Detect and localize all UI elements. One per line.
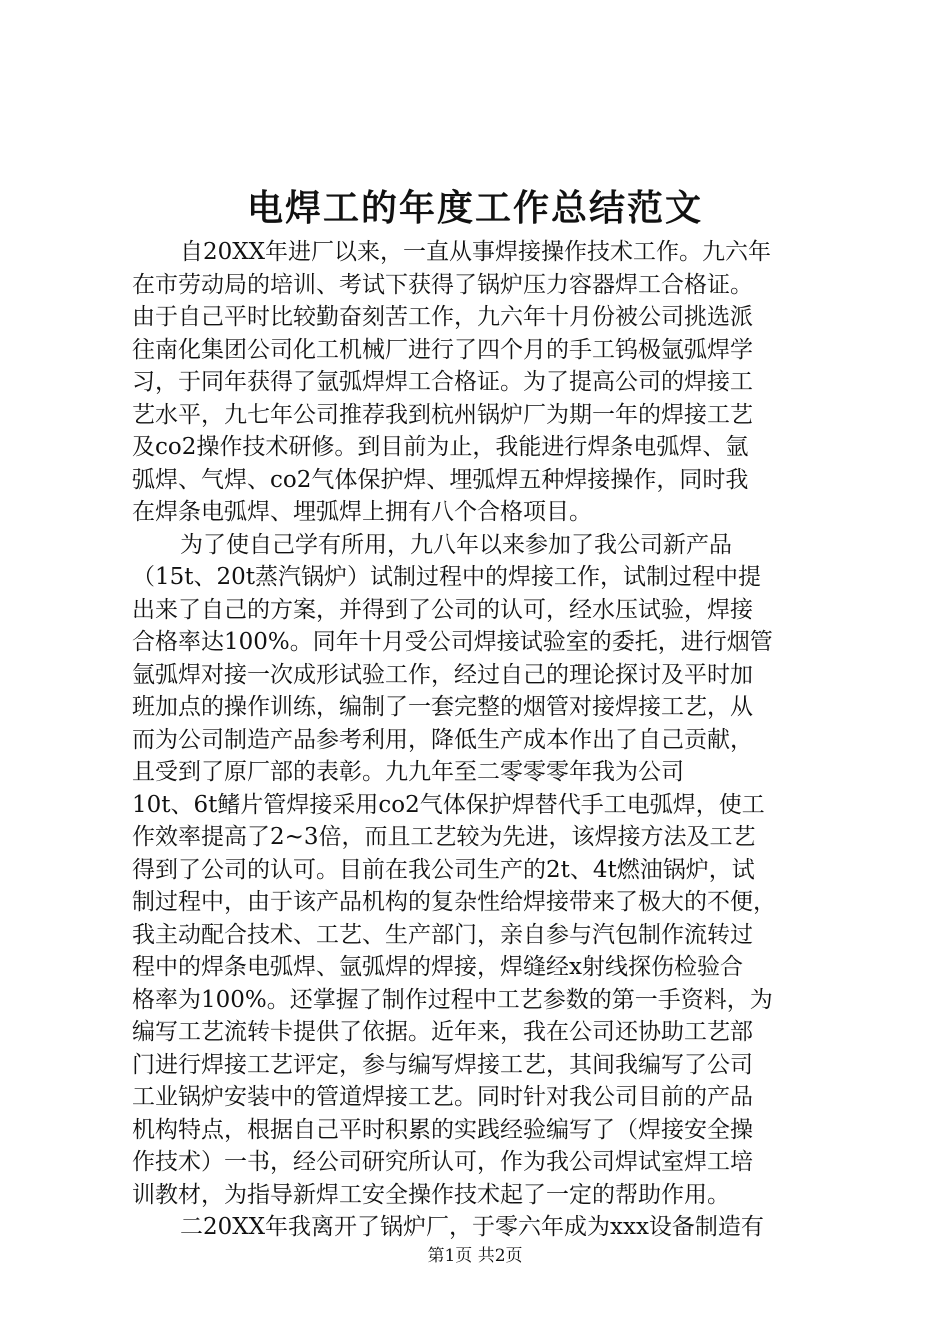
text-line: 门进行焊接工艺评定，参与编写焊接工艺，其间我编写了公司: [132, 1051, 753, 1078]
text-line: 由于自己平时比较勤奋刻苦工作，九六年十月份被公司挑选派: [132, 304, 753, 330]
document-body: [132, 236, 832, 1244]
text-line: 10t、6t鳍片管焊接采用co2气体保护焊替代手工电弧焊，使工: [132, 791, 765, 818]
text-line: 及co2操作技术研修。到目前为止，我能进行焊条电弧焊、氩: [132, 434, 749, 460]
text-line: 班加点的操作训练，编制了一套完整的烟管对接焊接工艺，从: [132, 694, 753, 720]
text-line: 作技术）一书，经公司研究所认可，作为我公司焊试室焊工培: [132, 1149, 753, 1175]
text-line: 二20XX年我离开了锅炉厂，于零六年成为xxx设备制造有: [180, 1214, 764, 1240]
page-footer: 第1页 共2页: [427, 1246, 523, 1266]
text-line: 在市劳动局的培训、考试下获得了锅炉压力容器焊工合格证。: [132, 271, 753, 298]
text-line: 自20XX年进厂以来，一直从事焊接操作技术工作。九六年: [180, 239, 772, 265]
text-line: 为了使自己学有所用，九八年以来参加了我公司新产品: [180, 531, 732, 558]
text-line: 习，于同年获得了氩弧焊焊工合格证。为了提高公司的焊接工: [132, 369, 753, 395]
text-line: 格率为100%。还掌握了制作过程中工艺参数的第一手资料，为: [132, 986, 773, 1013]
text-line: 出来了自己的方案，并得到了公司的认可，经水压试验，焊接: [132, 596, 753, 623]
text-line: 得到了公司的认可。目前在我公司生产的2t、4t燃油锅炉，试: [132, 856, 755, 883]
text-line: 工业锅炉安装中的管道焊接工艺。同时针对我公司目前的产品: [132, 1084, 753, 1110]
text-line: 艺水平，九七年公司推荐我到杭州锅炉厂为期一年的焊接工艺: [132, 401, 753, 428]
document-title: 电焊工的年度工作总结范文: [246, 187, 703, 229]
text-line: 作效率提高了2~3倍，而且工艺较为先进，该焊接方法及工艺: [132, 824, 756, 850]
text-line: 弧焊、气焊、co2气体保护焊、埋弧焊五种焊接操作，同时我: [132, 466, 749, 493]
text-line: 合格率达100%。同年十月受公司焊接试验室的委托，进行烟管: [132, 629, 773, 655]
text-line: 训教材，为指导新焊工安全操作技术起了一定的帮助作用。: [132, 1181, 730, 1208]
text-line: 编写工艺流转卡提供了依据。近年来，我在公司还协助工艺部: [132, 1019, 753, 1045]
text-line: 我主动配合技术、工艺、生产部门，亲自参与汽包制作流转过: [132, 921, 753, 948]
text-line: 往南化集团公司化工机械厂进行了四个月的手工钨极氩弧焊学: [132, 336, 753, 363]
text-line: 且受到了原厂部的表彰。九九年至二零零零年我为公司: [132, 759, 684, 785]
text-line: 而为公司制造产品参考利用，降低生产成本作出了自己贡献，: [132, 726, 753, 753]
text-line: 程中的焊条电弧焊、氩弧焊的焊接，焊缝经x射线探伤检验合: [132, 954, 743, 980]
text-line: 机构特点，根据自己平时积累的实践经验编写了（焊接安全操: [132, 1116, 753, 1143]
text-line: 氩弧焊对接一次成形试验工作，经过自己的理论探讨及平时加: [132, 661, 753, 688]
text-line: 制过程中，由于该产品机构的复杂性给焊接带来了极大的不便，: [132, 889, 776, 915]
text-line: （15t、20t蒸汽锅炉）试制过程中的焊接工作，试制过程中提: [132, 564, 762, 590]
text-line: 在焊条电弧焊、埋弧焊上拥有八个合格项目。: [132, 499, 592, 525]
